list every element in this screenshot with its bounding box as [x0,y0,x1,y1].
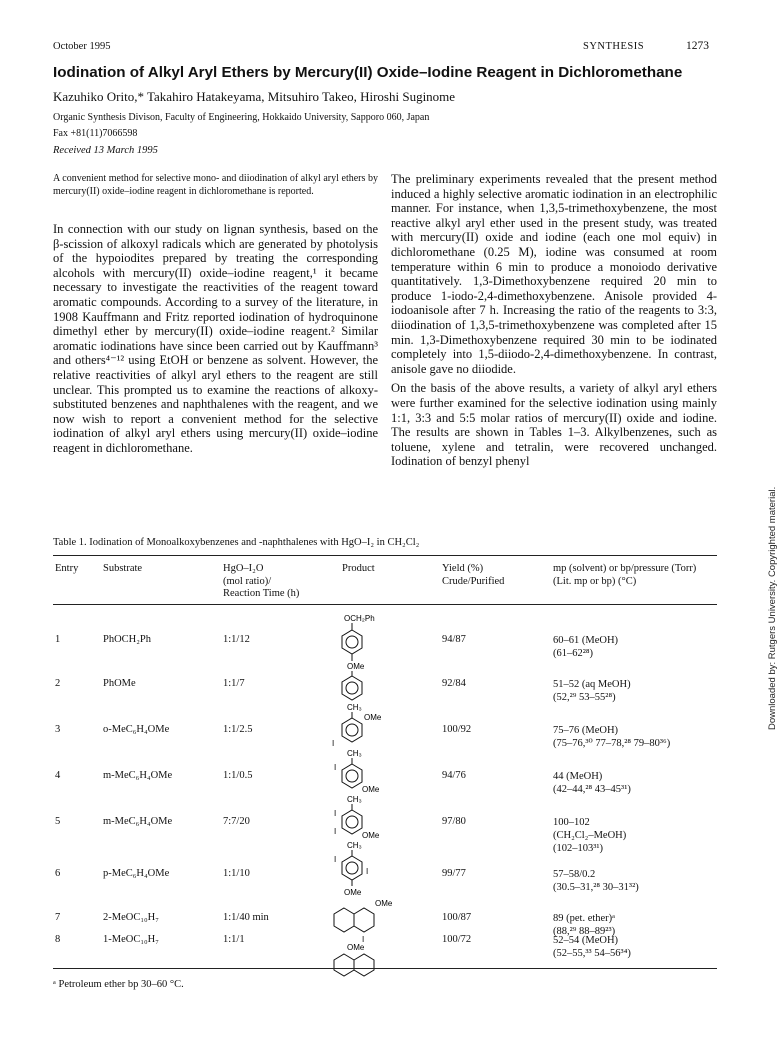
results-paragraph-1: The preliminary experiments revealed that the present method induced a highly selective aromatic iodination in an electrophilic manner. For instance, when 1,3,5-trimethoxybenzene, the most reactive alkyl aryl ether used in the present study, was treated with mercury(II) oxide and iodine (each one mol equiv) in dichloromethane (0.25 M), iodine was consumed at room temperature within 6 min to produce a monoiodo derivative quantitatively. 1,3-Dimethoxybenzene required 20 min to produce 1-iodo-2,4-dimethoxybenzene. Anisole provided 4-iodoanisole after 7 h. Increasing the ratio of the reagents to 3:3, diiodination of 1,3,5-trimethoxybenzene was completed after 15 min. 1,3-Dimethoxybenzene required 30 min to be iodinated completely into 1,5-diiodo-2,4-dimethoxybenzene. In contrast, anisole gave no diiodide. [391,172,717,376]
received-date: Received 13 March 1995 [53,145,158,156]
yield: 94/76 [442,770,466,781]
melting-point: 100–102 (CH₂Cl₂–MeOH) (102–103³¹) [553,817,627,854]
product-structure [322,898,402,944]
melting-point: 75–76 (MeOH) (75–76,³⁰ 77–78,²⁸ 79–80³⁶) [553,725,671,749]
fax-number: Fax +81(11)7066598 [53,128,138,139]
structure-label: CH₃ [347,841,362,850]
svg-text:I: I [334,809,337,818]
col-header-product: Product [342,563,375,574]
substrate: PhOCH₂Ph [103,634,152,645]
svg-text:I: I [332,739,335,748]
ratio-time: 1:1/12 [223,634,250,645]
col-header-entry: Entry [55,563,79,574]
yield: 97/80 [442,816,466,827]
yield: 100/92 [442,724,472,735]
substrate: m-MeC₆H₄OMe [103,816,173,827]
download-watermark: Downloaded by: Rutgers University. Copyrighted material. [767,486,778,730]
product-structure [322,748,392,794]
header-page-number: 1273 [686,40,709,52]
structure-label: OMe [375,899,393,908]
left-column [53,222,378,456]
yield: 100/72 [442,934,472,945]
intro-paragraph: In connection with our study on lignan synthesis, based on the β-scission of alkoxyl radicals which are generated by photolysis of the hypoiodites prepared by treating the corresponding alcohols with mercury(II) oxide–iodine reagent,¹ it became necessary to investigate the reactivities of the reagent toward aromatic compounds. According to a survey of the literature, in 1908 Kauffmann and Fritz reported iodination of hydroquinone dimethyl ether by mercury(II) oxide–iodine reagent.² Similar aromatic iodinations have since been carried out by Kauffmann³ and others⁴⁻¹² using EtOH or benzene as solvent. However, the relative reactivities of alkyl aryl ethers to the reagent are still unclear. This prompted us to examine the reactions of alkoxy-substituted benzenes and naphthalenes with the reagent, and we now wish to report a convenient method for the selective iodination of alkyl aryl ethers using mercury(II) oxide–iodine reagent in dichloromethane. [53,222,378,455]
results-paragraph-2: On the basis of the above results, a variety of alkyl aryl ethers were further examined for the selective iodination using mainly 1:1, 3:3 and 5:5 molar ratios of mercury(II) oxide and iodine. The results are shown in Tables 1–3. Alkylbenzenes, such as toluene, xylene and tetralin, were recovered unchanged. Iodination of benzyl phenyl [391,381,717,469]
ratio-time: 1:1/2.5 [223,724,253,735]
header-date: October 1995 [53,41,111,52]
substrate: 1-MeOC₁₀H₇ [103,934,159,945]
structure-label: CH₃ [347,749,362,758]
entry-number: 2 [55,678,61,689]
right-column [391,172,717,469]
ratio-time: 1:1/1 [223,934,245,945]
entry-number: 1 [55,634,61,645]
ratio-time: 1:1/10 [223,868,250,879]
affiliation: Organic Synthesis Divison, Faculty of Engineering, Hokkaido University, Sapporo 060, Japan [53,112,430,123]
entry-number: 8 [55,934,61,945]
structure-label: CH₃ [347,795,362,804]
product-structure [322,794,392,840]
structure-label: OMe [347,943,365,952]
product-structure [322,840,392,898]
table-footnote: ᵃ Petroleum ether bp 30–60 °C. [53,979,184,990]
entry-number: 6 [55,868,61,879]
substrate: p-MeC₆H₄OMe [103,868,170,879]
product-structure [322,612,382,662]
substrate: 2-MeOC₁₀H₇ [103,912,159,923]
ratio-time: 1:1/0.5 [223,770,253,781]
table-bottom-rule [53,968,717,969]
substrate: PhOMe [103,678,136,689]
melting-point: 52–54 (MeOH) (52–55,³³ 54–56³⁴) [553,935,631,959]
entry-number: 4 [55,770,61,781]
entry-number: 5 [55,816,61,827]
product-structure [322,702,392,748]
svg-text:OMe: OMe [362,785,380,794]
yield: 94/87 [442,634,466,645]
col-header-yield: Yield (%) Crude/Purified [442,563,505,587]
svg-text:OMe: OMe [362,831,380,840]
ratio-time: 1:1/7 [223,678,245,689]
yield: 99/77 [442,868,466,879]
svg-text:OMe: OMe [344,888,362,897]
melting-point: 89 (pet. ether)ᵃ (88,²⁹ 88–89²³) [553,913,616,937]
structure-label: OMe [347,662,365,671]
svg-text:I: I [334,855,337,864]
col-header-ratio: HgO–I₂O (mol ratio)/ Reaction Time (h) [223,563,300,599]
ratio-time: 7:7/20 [223,816,250,827]
svg-text:I: I [366,867,369,876]
substrate: m-MeC₆H₄OMe [103,770,173,781]
entry-number: 7 [55,912,61,923]
svg-text:I: I [334,763,337,772]
melting-point: 60–61 (MeOH) (61–62²⁸) [553,635,619,659]
yield: 92/84 [442,678,466,689]
yield: 100/87 [442,912,472,923]
product-structure [322,660,382,704]
structure-label: CH₃ [347,703,362,712]
melting-point: 51–52 (aq MeOH) (52,²⁹ 53–55²⁸) [553,679,631,703]
article-title: Iodination of Alkyl Aryl Ethers by Mercury(II) Oxide–Iodine Reagent in Dichloromethane [53,64,683,81]
ratio-time: 1:1/40 min [223,912,269,923]
melting-point: 57–58/0.2 (30.5–31,²⁸ 30–31³²) [553,869,639,893]
product-structure [322,942,402,978]
col-header-substrate: Substrate [103,563,143,574]
entry-number: 3 [55,724,61,735]
svg-text:OMe: OMe [364,713,382,722]
structure-label: OCH₂Ph [344,614,375,623]
abstract: A convenient method for selective mono- and diiodination of alkyl aryl ethers by mercury(II) oxide–iodine reagent in dichloromethane is reported. [53,173,378,197]
svg-text:I: I [362,935,365,944]
table-caption: Table 1. Iodination of Monoalkoxybenzenes and -naphthalenes with HgO–I₂ in CH₂Cl₂ [53,537,420,548]
svg-text:I: I [334,827,337,836]
table-header-rule [53,604,717,605]
col-header-mp: mp (solvent) or bp/pressure (Torr) (Lit. mp or bp) (°C) [553,563,697,587]
melting-point: 44 (MeOH) (42–44,²⁸ 43–45³¹) [553,771,631,795]
author-list: Kazuhiko Orito,* Takahiro Hatakeyama, Mitsuhiro Takeo, Hiroshi Suginome [53,89,456,104]
header-journal: SYNTHESIS [583,41,645,52]
substrate: o-MeC₆H₄OMe [103,724,170,735]
table-top-rule [53,555,717,556]
